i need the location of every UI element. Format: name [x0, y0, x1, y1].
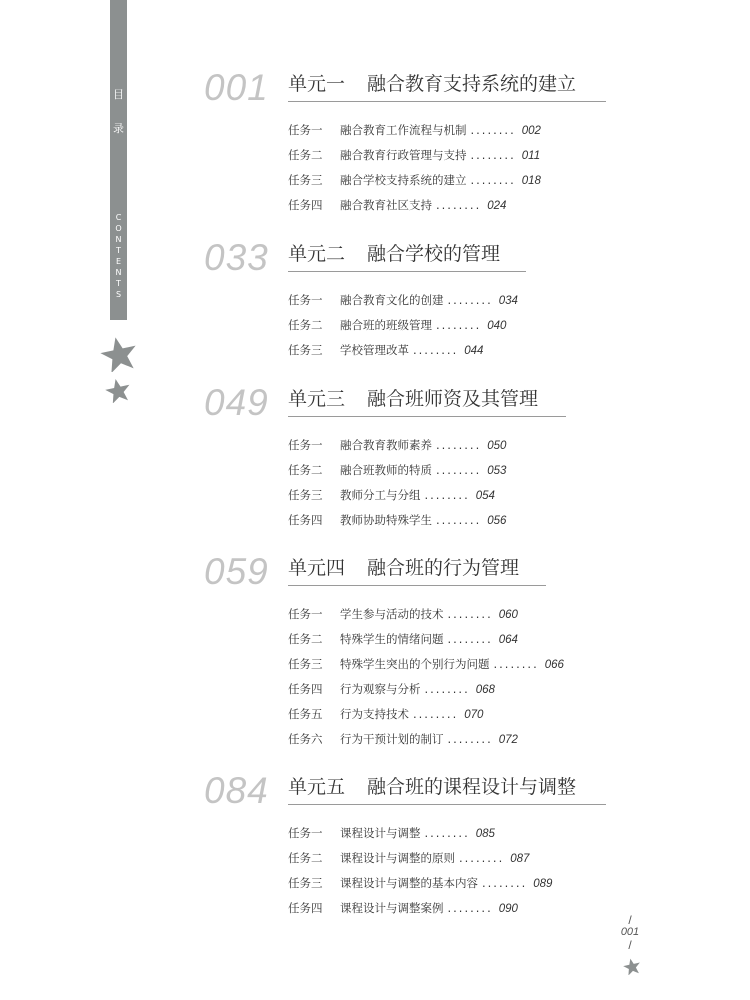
- task-label: 任务三: [288, 343, 323, 357]
- task-page: 090: [498, 903, 518, 915]
- task-title: 课程设计与调整: [340, 826, 421, 840]
- task-title: 融合教育工作流程与机制: [340, 123, 467, 137]
- slash-divider: /: [628, 913, 632, 927]
- task-page: 085: [475, 828, 495, 840]
- task-leader-dots: ........: [436, 198, 482, 212]
- task-label: 任务二: [288, 318, 323, 332]
- task-entry[interactable]: [288, 512, 506, 537]
- task-page: 087: [510, 853, 530, 865]
- unit-number: 049: [204, 382, 269, 423]
- task-entry[interactable]: [288, 317, 518, 342]
- task-label: 任务一: [288, 438, 323, 452]
- task-label: 任务二: [288, 851, 323, 865]
- task-title: 课程设计与调整的基本内容: [340, 876, 478, 890]
- task-page: 056: [487, 515, 507, 527]
- task-label: 任务一: [288, 293, 323, 307]
- task-entry[interactable]: [288, 292, 518, 317]
- unit-heading[interactable]: [288, 387, 538, 411]
- task-page: 053: [487, 465, 507, 477]
- task-entry[interactable]: [288, 606, 564, 631]
- task-label: 任务一: [288, 607, 323, 621]
- task-label: 任务三: [288, 173, 323, 187]
- page-number: 001: [620, 926, 640, 938]
- page-number-block: [612, 914, 648, 951]
- task-entry[interactable]: [288, 437, 506, 462]
- task-title: 行为支持技术: [340, 707, 409, 721]
- task-page: 024: [487, 200, 507, 212]
- sidebar-title-char-1: 目: [113, 88, 124, 101]
- task-page: 068: [475, 684, 495, 696]
- task-title: 行为干预计划的制订: [340, 732, 444, 746]
- task-page: 040: [487, 320, 507, 332]
- task-label: 任务二: [288, 148, 323, 162]
- task-page: 072: [498, 734, 518, 746]
- task-title: 学生参与活动的技术: [340, 607, 444, 621]
- task-label: 任务三: [288, 657, 323, 671]
- contents-letter: C: [115, 213, 122, 222]
- task-page: 060: [498, 609, 518, 621]
- unit-heading[interactable]: [288, 775, 576, 799]
- task-page: 018: [521, 175, 541, 187]
- contents-letter: N: [115, 268, 122, 277]
- task-leader-dots: ........: [424, 682, 470, 696]
- unit-divider: [288, 416, 566, 417]
- contents-letter: S: [115, 290, 122, 299]
- task-page: 044: [464, 345, 484, 357]
- task-label: 任务三: [288, 876, 323, 890]
- unit-divider: [288, 271, 526, 272]
- unit-number: 033: [204, 237, 269, 278]
- task-entry[interactable]: [288, 172, 541, 197]
- contents-letter: N: [115, 235, 122, 244]
- unit-title: 融合学校的管理: [367, 243, 501, 265]
- task-list: [288, 437, 506, 537]
- task-leader-dots: ........: [424, 826, 470, 840]
- unit-number: 001: [204, 67, 269, 108]
- task-label: 任务五: [288, 707, 323, 721]
- task-title: 课程设计与调整案例: [340, 901, 444, 915]
- task-title: 教师分工与分组: [340, 488, 421, 502]
- task-label: 任务一: [288, 123, 323, 137]
- task-leader-dots: ........: [470, 123, 516, 137]
- task-leader-dots: ........: [447, 632, 493, 646]
- task-title: 融合教育行政管理与支持: [340, 148, 467, 162]
- task-leader-dots: ........: [447, 607, 493, 621]
- task-page: 089: [533, 878, 553, 890]
- task-label: 任务一: [288, 826, 323, 840]
- task-title: 特殊学生的情绪问题: [340, 632, 444, 646]
- task-page: 064: [498, 634, 518, 646]
- task-page: 070: [464, 709, 484, 721]
- task-leader-dots: ........: [470, 173, 516, 187]
- contents-letter: T: [116, 279, 121, 288]
- task-title: 融合教育教师素养: [340, 438, 432, 452]
- unit-number: 059: [204, 551, 269, 592]
- task-entry[interactable]: [288, 825, 552, 850]
- unit-divider: [288, 585, 546, 586]
- task-page: 050: [487, 440, 507, 452]
- star-icon: [623, 958, 641, 975]
- unit-label: 单元三: [288, 388, 346, 410]
- task-entry[interactable]: [288, 875, 552, 900]
- task-label: 任务四: [288, 901, 323, 915]
- unit-number: 084: [204, 770, 269, 811]
- unit-divider: [288, 804, 606, 805]
- task-leader-dots: ........: [413, 343, 459, 357]
- task-title: 教师协助特殊学生: [340, 513, 432, 527]
- task-entry[interactable]: [288, 342, 518, 367]
- task-list: [288, 292, 518, 367]
- task-title: 融合教育文化的创建: [340, 293, 444, 307]
- task-entry[interactable]: [288, 197, 541, 222]
- task-list: [288, 825, 552, 925]
- task-title: 融合班的班级管理: [340, 318, 432, 332]
- unit-title: 融合教育支持系统的建立: [367, 73, 577, 95]
- contents-letter: E: [115, 257, 122, 266]
- task-entry[interactable]: [288, 706, 564, 731]
- unit-label: 单元五: [288, 776, 346, 798]
- sidebar-contents-label: [110, 212, 127, 300]
- sidebar-title-char-2: 录: [113, 122, 124, 135]
- unit-title: 融合班的课程设计与调整: [367, 776, 577, 798]
- task-leader-dots: ........: [424, 488, 470, 502]
- contents-letter: O: [115, 224, 122, 233]
- unit-title: 融合班的行为管理: [367, 557, 520, 579]
- task-page: 054: [475, 490, 495, 502]
- task-leader-dots: ........: [436, 318, 482, 332]
- task-page: 002: [521, 125, 541, 137]
- task-title: 特殊学生突出的个别行为问题: [340, 657, 490, 671]
- unit-heading[interactable]: [288, 242, 500, 266]
- task-entry[interactable]: [288, 681, 564, 706]
- task-list: [288, 606, 564, 756]
- task-leader-dots: ........: [436, 513, 482, 527]
- task-title: 行为观察与分析: [340, 682, 421, 696]
- task-entry[interactable]: [288, 850, 552, 875]
- task-label: 任务二: [288, 463, 323, 477]
- task-label: 任务二: [288, 632, 323, 646]
- task-entry[interactable]: [288, 487, 506, 512]
- task-leader-dots: ........: [447, 732, 493, 746]
- task-entry[interactable]: [288, 731, 564, 756]
- task-entry[interactable]: [288, 122, 541, 147]
- task-title: 融合班教师的特质: [340, 463, 432, 477]
- star-icon: [105, 378, 131, 403]
- task-leader-dots: ........: [482, 876, 528, 890]
- unit-label: 单元四: [288, 557, 346, 579]
- slash-divider: /: [628, 938, 632, 952]
- task-entry[interactable]: [288, 147, 541, 172]
- task-entry[interactable]: [288, 900, 552, 925]
- unit-divider: [288, 101, 606, 102]
- task-label: 任务六: [288, 732, 323, 746]
- task-leader-dots: ........: [436, 438, 482, 452]
- task-leader-dots: ........: [447, 293, 493, 307]
- contents-letter: T: [116, 246, 121, 255]
- star-icon: [100, 336, 138, 372]
- unit-title: 融合班师资及其管理: [367, 388, 539, 410]
- task-title: 融合教育社区支持: [340, 198, 432, 212]
- unit-label: 单元二: [288, 243, 346, 265]
- task-leader-dots: ........: [447, 901, 493, 915]
- task-leader-dots: ........: [436, 463, 482, 477]
- task-page: 034: [498, 295, 518, 307]
- task-page: 011: [521, 150, 541, 162]
- task-entry[interactable]: [288, 462, 506, 487]
- task-entry[interactable]: [288, 631, 564, 656]
- task-label: 任务四: [288, 682, 323, 696]
- task-entry[interactable]: [288, 656, 564, 681]
- task-leader-dots: ........: [470, 148, 516, 162]
- task-title: 学校管理改革: [340, 343, 409, 357]
- task-leader-dots: ........: [459, 851, 505, 865]
- task-list: [288, 122, 541, 222]
- task-label: 任务三: [288, 488, 323, 502]
- task-label: 任务四: [288, 198, 323, 212]
- unit-heading[interactable]: [288, 72, 576, 96]
- unit-label: 单元一: [288, 73, 346, 95]
- task-title: 融合学校支持系统的建立: [340, 173, 467, 187]
- task-page: 066: [544, 659, 564, 671]
- task-title: 课程设计与调整的原则: [340, 851, 455, 865]
- task-leader-dots: ........: [493, 657, 539, 671]
- task-leader-dots: ........: [413, 707, 459, 721]
- task-label: 任务四: [288, 513, 323, 527]
- unit-heading[interactable]: [288, 556, 519, 580]
